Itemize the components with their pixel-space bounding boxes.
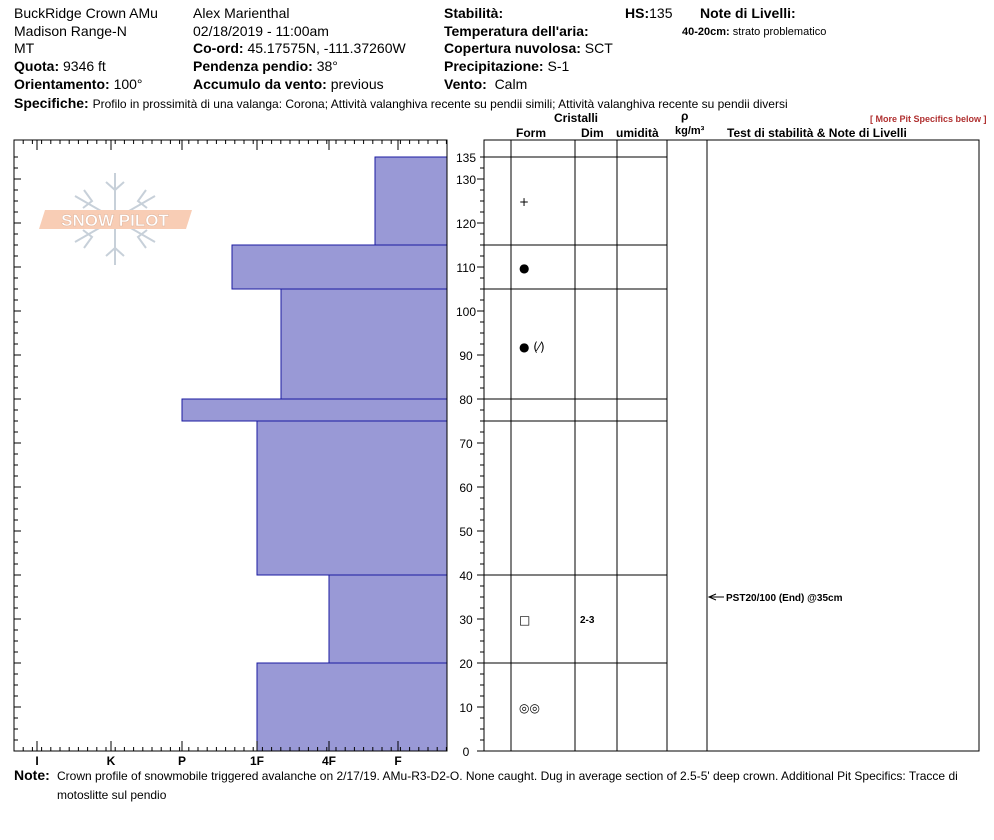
depth-label-60: 60	[459, 481, 473, 495]
coord-value: 45.17575N, -111.37260W	[247, 40, 406, 56]
hardness-label-1F: 1F	[249, 754, 265, 768]
grain-size-6: 2-3	[580, 615, 595, 626]
slope-label: Pendenza pendio:	[193, 58, 313, 74]
note-label: Note:	[14, 767, 50, 783]
sky-label: Copertura nuvolosa:	[444, 40, 581, 56]
depth-label-10: 10	[459, 701, 473, 715]
hs-value: 135	[649, 5, 673, 21]
depth-label-30: 30	[459, 613, 473, 627]
hardness-label-P: P	[177, 754, 187, 768]
sky-value: SCT	[584, 40, 613, 56]
depth-label-135: 135	[455, 151, 477, 165]
wind-value: Calm	[494, 76, 528, 92]
range-name: Madison Range-N	[14, 23, 127, 39]
aspect-value: 100°	[113, 76, 143, 92]
density-header: kg/m³	[675, 125, 705, 137]
depth-label-130: 130	[455, 173, 477, 187]
rho-header: ρ	[681, 109, 689, 123]
hardness-bar-5	[257, 421, 447, 575]
depth-label-80: 80	[459, 393, 473, 407]
hardness-bar-1	[375, 157, 447, 245]
more-specifics-link[interactable]: [ More Pit Specifics below ]	[870, 114, 987, 124]
grain-form-6: □	[519, 613, 531, 627]
note-text-line-1: Crown profile of snowmobile triggered avalanche on 2/17/19. AMu-R3-D2-O. None caught. Dug in average section of 2.5-5' deep crown. Additional Pit Specifics: Tracce di	[57, 769, 958, 783]
depth-label-50: 50	[459, 525, 473, 539]
observer-name: Alex Marienthal	[193, 5, 290, 21]
grain-form-7: ◎◎	[519, 701, 540, 715]
elevation-label: Quota:	[14, 58, 60, 74]
stability-tests-header: Test di stabilità & Note di Livelli	[727, 126, 907, 140]
precip-label: Precipitazione:	[444, 58, 544, 74]
depth-label-0: 0	[462, 745, 470, 759]
hardness-label-I: I	[35, 754, 39, 768]
precip-value: S-1	[547, 58, 570, 74]
hardness-bar-2	[232, 245, 447, 289]
aspect-label: Orientamento:	[14, 76, 110, 92]
hardness-bar-7	[257, 663, 447, 751]
hs-label: HS:	[625, 5, 650, 21]
hardness-bar-6	[329, 575, 447, 663]
state-name: MT	[14, 40, 35, 56]
coord-label: Co-ord:	[193, 40, 244, 56]
specifics-label: Specifiche:	[14, 95, 89, 111]
crystals-header: Cristalli	[554, 111, 599, 125]
snowpilot-logo	[39, 173, 192, 265]
specifics-text: Profilo in prossimità di una valanga: Corona; Attività valanghiva recente su pendii simili; Attività valanghiva recente su pendii diversi	[92, 97, 788, 111]
logo-text: SNOW PILOT	[61, 211, 169, 230]
layer-notes-label: Note di Livelli:	[700, 5, 796, 21]
dim-header: Dim	[581, 126, 604, 140]
layer-note-text: strato problematico	[732, 26, 827, 38]
grain-form-2: ●	[519, 261, 530, 275]
air-temp-label: Temperatura dell'aria:	[444, 23, 589, 39]
hardness-bar-4	[182, 399, 447, 421]
form-header: Form	[516, 126, 546, 140]
moisture-header: umidità	[616, 126, 659, 140]
wind-label: Vento:	[444, 76, 487, 92]
grain-form-3: ● (⁄)	[519, 340, 545, 355]
hardness-label-4F: 4F	[321, 754, 337, 768]
layer-table-frame	[484, 140, 979, 751]
depth-label-40: 40	[459, 569, 473, 583]
note-text-line-2: motoslitte sul pendio	[57, 788, 167, 802]
stability-test-label-1: PST20/100 (End) @35cm	[726, 593, 843, 604]
depth-label-90: 90	[459, 349, 473, 363]
hardness-label-F: F	[394, 754, 402, 768]
wind-loading-label: Accumulo da vento:	[193, 76, 327, 92]
hardness-bar-3	[281, 289, 447, 399]
observation-datetime: 02/18/2019 - 11:00am	[193, 23, 329, 39]
stability-label: Stabilità:	[444, 5, 504, 21]
slope-value: 38°	[316, 58, 338, 74]
elevation-value: 9346 ft	[63, 58, 106, 74]
grain-form-1: +	[519, 195, 530, 209]
depth-label-70: 70	[459, 437, 473, 451]
layer-note-range: 40-20cm:	[682, 26, 730, 38]
depth-label-120: 120	[455, 217, 477, 231]
pit-name: BuckRidge Crown AMu	[14, 5, 158, 21]
depth-label-20: 20	[459, 657, 473, 671]
depth-label-100: 100	[455, 305, 477, 319]
depth-label-110: 110	[456, 261, 476, 275]
wind-loading-value: previous	[330, 76, 384, 92]
hardness-label-K: K	[106, 754, 116, 768]
